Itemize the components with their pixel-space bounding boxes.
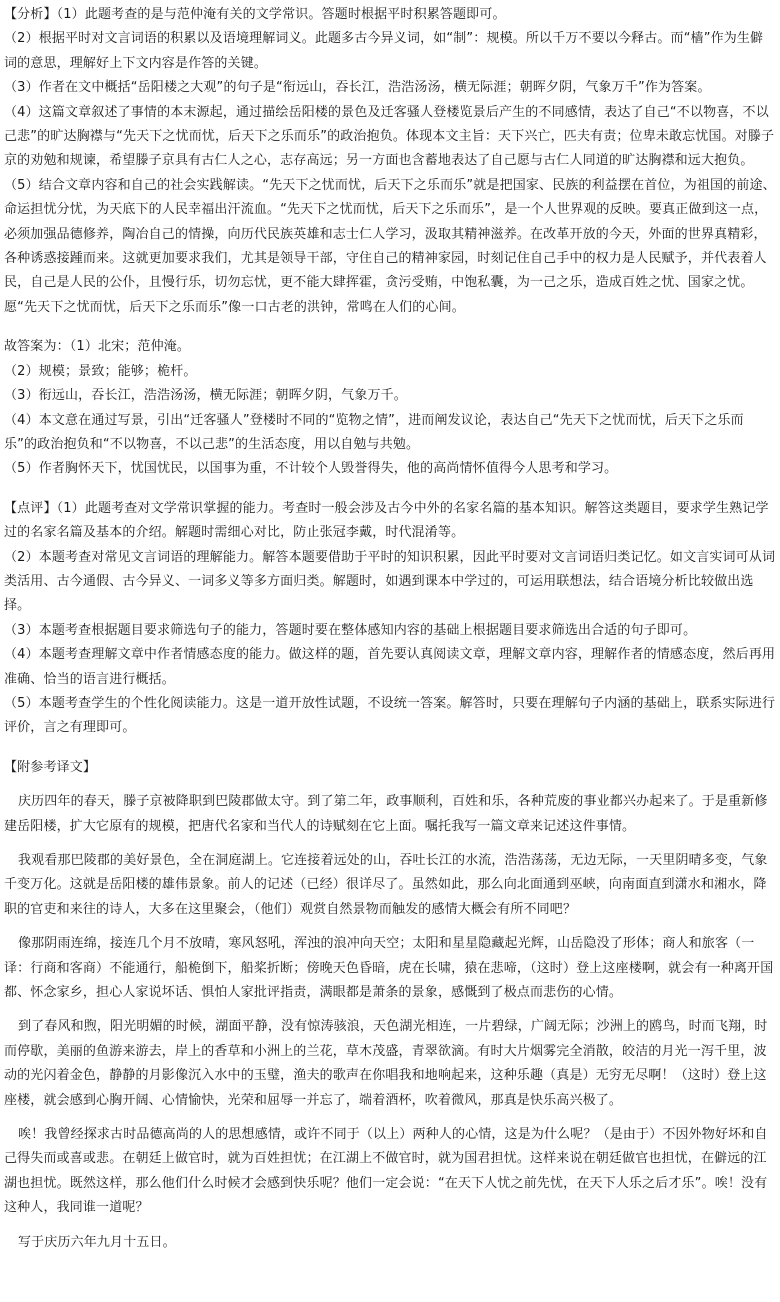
comment-paragraph-2: （2）本题考查对常见文言词语的理解能力。解答本题要借助于平时的知识积累，因此平时要对文言词语归类记忆。如文言实词可从词类活用、古今通假、古今异义、一词多义等多方面归类。解题时，如遇到课本中学过的，可运用联想法，结合语境分析比较做出选择。 <box>4 549 776 614</box>
answer-line-4: （4）本文意在通过写景，引出“迁客骚人”登楼时不同的“览物之情”，进而阐发议论，表达自己“先天下之忧而忧，后天下之乐而乐”的政治抱负和“不以物喜，不以己悲”的生活态度，用以自勉与共勉。 <box>4 412 744 452</box>
translation-paragraph-3: 像那阴雨连绵，接连几个月不放晴，寒风怒吼，浑浊的浪冲向天空；太阳和星星隐藏起光辉，山岳隐没了形体；商人和旅客（一译：行商和客商）不能通行，船桅倒下，船桨折断；傍晚天色昏暗，虎在长啸，猿在悲啼，（这时）登上这座楼啊，就会有一种离开国都、怀念家乡，担心人家说坏话、惧怕人家批评指责，满眼都是萧条的景象，感慨到了极点而悲伤的心情。 <box>4 936 774 1001</box>
comment-paragraph-5: （5）本题考查学生的个性化阅读能力。这是一道开放性试题，不设统一答案。解答时，只要在理解句子内涵的基础上，联系实际进行评价，言之有理即可。 <box>4 695 776 736</box>
analysis-section <box>4 3 776 320</box>
comment-paragraph-1: 【点评】（1）此题考查对文学常识掌握的能力。考查时一般会涉及古今中外的名家名篇的基本知识。解答这类题目，要求学生熟记学过的名家名篇及基本的介绍。解题时需细心对比，防止张冠李戴，时代混淆等。 <box>4 500 769 541</box>
answers-section <box>4 335 776 481</box>
translation-paragraph-4: 到了春风和煦，阳光明媚的时候，湖面平静，没有惊涛骇浪，天色湖光相连，一片碧绿，广阔无际；沙洲上的鸥鸟，时而飞翔，时而停歇，美丽的鱼游来游去，岸上的香草和小洲上的兰花，草木茂盛，青翠欲滴。有时大片烟雾完全消散，皎洁的月光一泻千里，波动的光闪着金色，静静的月影像沉入水中的玉璧，渔夫的歌声在你唱我和地响起来，这种乐趣（真是）无穷无尽啊！（这时）登上这座楼，就会感到心胸开阔、心情愉快，光荣和屈辱一并忘了，端着酒杯，吹着微风，那真是快乐高兴极了。 <box>4 1019 768 1108</box>
analysis-paragraph-2: （2）根据平时对文言词语的积累以及语境理解词义。此题多古今异义词，如“制”：规模。所以千万不要以今释古。而“樯”作为生僻词的意思，理解好上下文内容是作答的关键。 <box>4 31 764 71</box>
analysis-paragraph-3: （3）作者在文中概括“岳阳楼之大观”的句子是“衔远山，吞长江，浩浩汤汤，横无际涯；朝晖夕阴，气象万千”作为答案。 <box>4 80 711 96</box>
comments-section <box>4 497 776 741</box>
answer-line-3: （3）衔远山，吞长江，浩浩汤汤，横无际涯；朝晖夕阴，气象万千。 <box>4 388 407 404</box>
comment-paragraph-3: （3）本题考查根据题目要求筛选句子的能力，答题时要在整体感知内容的基础上根据题目要求筛选出合适的句子即可。 <box>4 622 697 638</box>
analysis-paragraph-1: 【分析】（1）此题考查的是与范仲淹有关的文学常识。答题时根据平时积累答题即可。 <box>4 7 506 22</box>
analysis-paragraph-4: （4）这篇文章叙述了事情的本末源起，通过描绘岳阳楼的景色及迁客骚人登楼览景后产生的不同感情，表达了自己“不以物喜，不以己悲”的旷达胸襟与“先天下之忧而忧，后天下之乐而乐”的政治抱负。体现本文主旨：天下兴亡，匹夫有责；位卑未敢忘忧国。对滕子京的劝勉和规谏，希望滕子京具有古仁人之心，志存高远；另一方面也含蓄地表达了自己愿与古仁人同道的旷达胸襟和远大抱负。 <box>4 104 775 169</box>
answer-line-5: （5）作者胸怀天下，忧国忧民，以国事为重，不计较个人毁誉得失，他的高尚情怀值得今人思考和学习。 <box>4 461 618 477</box>
translation-date: 写于庆历六年九月十五日。 <box>18 1234 176 1250</box>
answer-line-1: 故答案为：（1）北宋；范仲淹。 <box>4 339 191 355</box>
translation-paragraph-1: 庆历四年的春天，滕子京被降职到巴陵郡做太守。到了第二年，政事顺利，百姓和乐，各种荒废的事业都兴办起来了。于是重新修建岳阳楼，扩大它原有的规模，把唐代名家和当代人的诗赋刻在它上面。嘱托我写一篇文章来记述这件事情。 <box>4 794 768 834</box>
translation-section <box>4 756 776 1255</box>
comment-paragraph-4: （4）本题考查理解文章中作者情感态度的能力。做这样的题，首先要认真阅读文章，理解文章内容，理解作者的情感态度，然后再用准确、恰当的语言进行概括。 <box>4 647 776 687</box>
answer-line-2: （2）规模；景致；能够；桅杆。 <box>4 363 197 379</box>
analysis-paragraph-5: （5）结合文章内容和自己的社会实践解读。“先天下之忧而忧，后天下之乐而乐”就是把国家、民族的利益摆在首位，为祖国的前途、命运担忧分忧，为天底下的人民幸福出汗流血。“先天下之忧而忧，后天下之乐而乐”，是一个人世界观的反映。要真正做到这一点，必须加强品德修养，陶冶自己的情操，向历代民族英雄和志士仁人学习，汲取其精神滋养。在改革开放的今天，外面的世界真精彩，各种诱惑接踵而来。这就更加要求我们，尤其是领导干部，守住自己的精神家园，时刻记住自己手中的权力是人民赋予，并代表着人民，自己是人民的公仆，且慢行乐，切勿忘忧，更不能大肆挥霍，贪污受贿，中饱私囊，为一己之乐，造成百姓之忧、国家之忧。愿“先天下之忧而忧，后天下之乐而乐”像一口古老的洪钟，常鸣在人们的心间。 <box>4 177 776 315</box>
translation-paragraph-5: 唉！我曾经探求古时品德高尚的人的思想感情，或许不同于（以上）两种人的心情，这是为什么呢？（是由于）不因外物好坏和自己得失而或喜或悲。在朝廷上做官时，就为百姓担忧；在江湖上不做官时，就为国君担忧。这样来说在朝廷做官也担忧，在僻远的江湖也担忧。既然这样，那么他们什么时候才会感到快乐呢？他们一定会说：“在天下人忧之前先忧，在天下人乐之后才乐”。唉！没有这种人，我同谁一道呢？ <box>4 1127 768 1216</box>
translation-paragraph-2: 我观看那巴陵郡的美好景色，全在洞庭湖上。它连接着远处的山，吞吐长江的水流，浩浩荡荡，无边无际，一天里阴晴多变，气象千变万化。这就是岳阳楼的雄伟景象。前人的记述（已经）很详尽了。虽然如此，那么向北面通到巫峡，向南面直到潇水和湘水，降职的官吏和来往的诗人，大多在这里聚会，（他们）观赏自然景物而触发的感情大概会有所不同吧？ <box>4 853 768 917</box>
translation-heading: 【附参考译文】 <box>4 759 97 775</box>
